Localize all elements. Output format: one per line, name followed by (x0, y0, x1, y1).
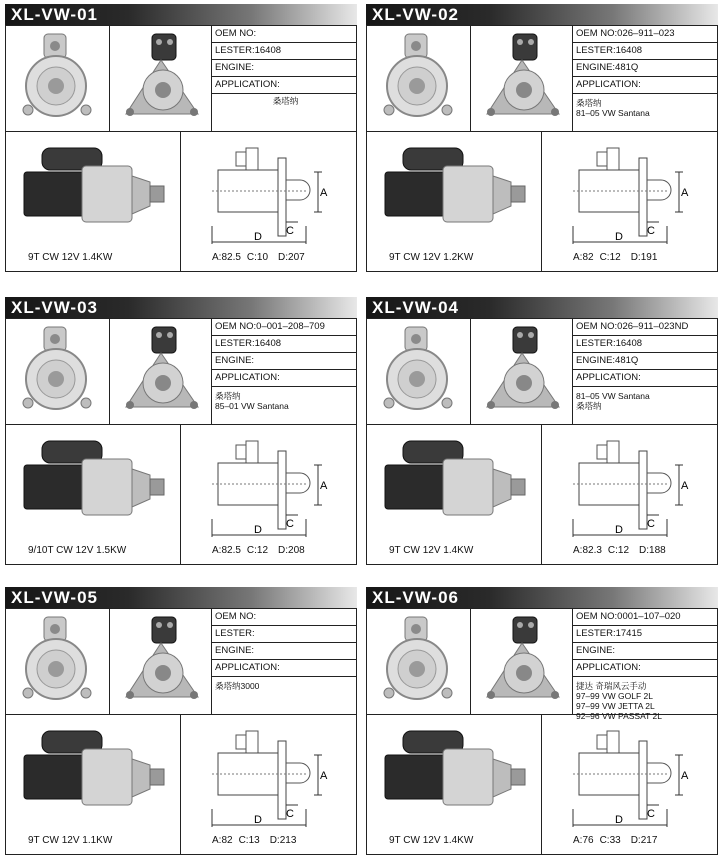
application-list (212, 387, 356, 411)
application-line: 85–01 VW Santana (215, 401, 289, 411)
dimensions (212, 835, 302, 846)
spec-table (212, 26, 356, 106)
divider (109, 609, 110, 714)
motor-spec: 9T CW 12V 1.4KW (28, 252, 113, 263)
starter-motor-front-view-icon (18, 615, 98, 705)
application-line: 捷达 奇瑞风云手动 (576, 681, 647, 691)
oem-number: OEM NO:0001–107–020 (573, 609, 717, 626)
dim-a: A:82.3 (573, 545, 602, 556)
application-list (573, 677, 717, 721)
dim-a: A:82 (573, 252, 594, 263)
application-line: 桑塔纳 (215, 391, 241, 401)
application-label: APPLICATION: (573, 77, 717, 94)
starter-motor-rear-view-icon (118, 615, 204, 707)
card-header (5, 297, 357, 318)
motor-spec: 9T CW 12V 1.4KW (389, 545, 474, 556)
product-card (366, 4, 718, 272)
divider (180, 714, 181, 854)
starter-motor-side-view-icon (20, 437, 170, 529)
starter-motor-side-view-icon (20, 727, 170, 819)
engine: ENGINE:481Q (573, 60, 717, 77)
application-label: APPLICATION: (573, 370, 717, 387)
divider (180, 131, 181, 271)
motor-spec: 9T CW 12V 1.4KW (389, 835, 474, 846)
card-header (366, 297, 718, 318)
starter-motor-side-view-icon (20, 144, 170, 236)
part-code: XL-VW-01 (11, 5, 98, 24)
application-list (573, 94, 717, 118)
lester-number: LESTER: (212, 626, 356, 643)
spec-table (573, 609, 717, 721)
starter-motor-side-view-icon (381, 144, 531, 236)
card-body (5, 608, 357, 855)
spec-table (573, 26, 717, 118)
part-code: XL-VW-04 (372, 298, 459, 317)
application-line: 桑塔纳 (576, 98, 602, 108)
dimensions (573, 252, 663, 263)
dim-d: D:188 (639, 545, 666, 556)
drawing-label-d: D (615, 231, 623, 243)
application-line: 桑塔纳 (576, 401, 602, 411)
product-card (366, 587, 718, 855)
dim-d: D:208 (278, 545, 305, 556)
spec-table (212, 319, 356, 411)
drawing-label-d: D (615, 814, 623, 826)
drawing-label-d: D (615, 524, 623, 536)
divider (541, 424, 542, 564)
dimension-drawing-icon (567, 721, 707, 829)
dimension-drawing-icon (206, 721, 346, 829)
dim-c: C:10 (246, 252, 269, 263)
lester-number: LESTER:16408 (212, 43, 356, 60)
oem-number: OEM NO: (212, 26, 356, 43)
drawing-label-d: D (254, 524, 262, 536)
divider (367, 424, 717, 425)
application-list (573, 387, 717, 411)
dimensions (212, 545, 311, 556)
lester-number: LESTER:16408 (212, 336, 356, 353)
application-label: APPLICATION: (212, 77, 356, 94)
oem-number: OEM NO:026–911–023 (573, 26, 717, 43)
part-code: XL-VW-05 (11, 588, 98, 607)
application-line: 桑塔纳 (272, 96, 299, 106)
lester-number: LESTER:16408 (573, 336, 717, 353)
product-card (5, 297, 357, 565)
dimension-drawing-icon (206, 138, 346, 246)
divider (180, 424, 181, 564)
divider (367, 131, 717, 132)
divider (109, 319, 110, 424)
card-header (366, 4, 718, 25)
application-line: 81–05 VW Santana (576, 391, 650, 401)
drawing-label-a: A (320, 770, 328, 782)
application-list (212, 677, 356, 691)
application-line: 81–05 VW Santana (576, 108, 650, 118)
application-label: APPLICATION: (212, 660, 356, 677)
part-code: XL-VW-02 (372, 5, 459, 24)
drawing-label-c: C (647, 808, 655, 820)
divider (470, 26, 471, 131)
lester-number: LESTER:17415 (573, 626, 717, 643)
dim-c: C:13 (238, 835, 260, 846)
engine: ENGINE: (212, 353, 356, 370)
card-body (5, 25, 357, 272)
drawing-label-d: D (254, 814, 262, 826)
starter-motor-front-view-icon (379, 32, 459, 122)
application-line: 92–96 VW PASSAT 2L (576, 711, 662, 721)
starter-motor-front-view-icon (18, 32, 98, 122)
starter-motor-side-view-icon (381, 437, 531, 529)
product-card (366, 297, 718, 565)
spec-table (212, 609, 356, 691)
divider (541, 131, 542, 271)
motor-spec: 9/10T CW 12V 1.5KW (28, 545, 127, 556)
divider (109, 26, 110, 131)
divider (470, 609, 471, 714)
dimensions (212, 252, 311, 263)
application-label: APPLICATION: (573, 660, 717, 677)
drawing-label-c: C (286, 518, 294, 530)
card-body (366, 318, 718, 565)
dim-d: D:191 (630, 252, 658, 263)
drawing-label-a: A (681, 480, 689, 492)
dimension-drawing-icon (567, 431, 707, 539)
dim-a: A:76 (573, 835, 594, 846)
divider (470, 319, 471, 424)
card-header (5, 587, 357, 608)
dim-c: C:12 (607, 545, 630, 556)
motor-spec: 9T CW 12V 1.1KW (28, 835, 113, 846)
divider (6, 424, 356, 425)
starter-motor-front-view-icon (379, 615, 459, 705)
oem-number: OEM NO: (212, 609, 356, 626)
card-header (366, 587, 718, 608)
dimension-drawing-icon (206, 431, 346, 539)
starter-motor-rear-view-icon (479, 325, 565, 417)
spec-table (573, 319, 717, 411)
dim-c: C:33 (599, 835, 621, 846)
drawing-label-c: C (647, 518, 655, 530)
oem-number: OEM NO:026–911–023ND (573, 319, 717, 336)
card-body (366, 25, 718, 272)
divider (6, 714, 356, 715)
drawing-label-a: A (320, 187, 328, 199)
card-body (5, 318, 357, 565)
starter-motor-rear-view-icon (118, 32, 204, 124)
drawing-label-a: A (320, 480, 328, 492)
part-code: XL-VW-03 (11, 298, 98, 317)
application-line: 97–99 VW GOLF 2L (576, 691, 654, 701)
dimensions (573, 835, 663, 846)
engine: ENGINE: (212, 643, 356, 660)
application-list (212, 94, 356, 106)
card-header (5, 4, 357, 25)
product-card (5, 587, 357, 855)
starter-motor-rear-view-icon (479, 615, 565, 707)
part-code: XL-VW-06 (372, 588, 459, 607)
product-card (5, 4, 357, 272)
drawing-label-d: D (254, 231, 262, 243)
starter-motor-rear-view-icon (118, 325, 204, 417)
drawing-label-c: C (647, 225, 655, 237)
dim-d: D:217 (630, 835, 658, 846)
starter-motor-rear-view-icon (479, 32, 565, 124)
application-line: 97–99 VW JETTA 2L (576, 701, 655, 711)
motor-spec: 9T CW 12V 1.2KW (389, 252, 474, 263)
lester-number: LESTER:16408 (573, 43, 717, 60)
starter-motor-front-view-icon (379, 325, 459, 415)
dim-a: A:82 (212, 835, 233, 846)
drawing-label-a: A (681, 770, 689, 782)
card-body (366, 608, 718, 855)
application-label: APPLICATION: (212, 370, 356, 387)
engine: ENGINE: (212, 60, 356, 77)
drawing-label-c: C (286, 225, 294, 237)
dim-a: A:82.5 (212, 545, 241, 556)
divider (541, 714, 542, 854)
dimensions (573, 545, 672, 556)
engine: ENGINE:481Q (573, 353, 717, 370)
divider (6, 131, 356, 132)
drawing-label-a: A (681, 187, 689, 199)
dim-c: C:12 (246, 545, 269, 556)
dim-c: C:12 (599, 252, 621, 263)
engine: ENGINE: (573, 643, 717, 660)
dimension-drawing-icon (567, 138, 707, 246)
drawing-label-c: C (286, 808, 294, 820)
dim-a: A:82.5 (212, 252, 241, 263)
starter-motor-front-view-icon (18, 325, 98, 415)
oem-number: OEM NO:0–001–208–709 (212, 319, 356, 336)
starter-motor-side-view-icon (381, 727, 531, 819)
dim-d: D:207 (278, 252, 305, 263)
dim-d: D:213 (269, 835, 297, 846)
application-line: 桑塔纳3000 (215, 681, 260, 691)
